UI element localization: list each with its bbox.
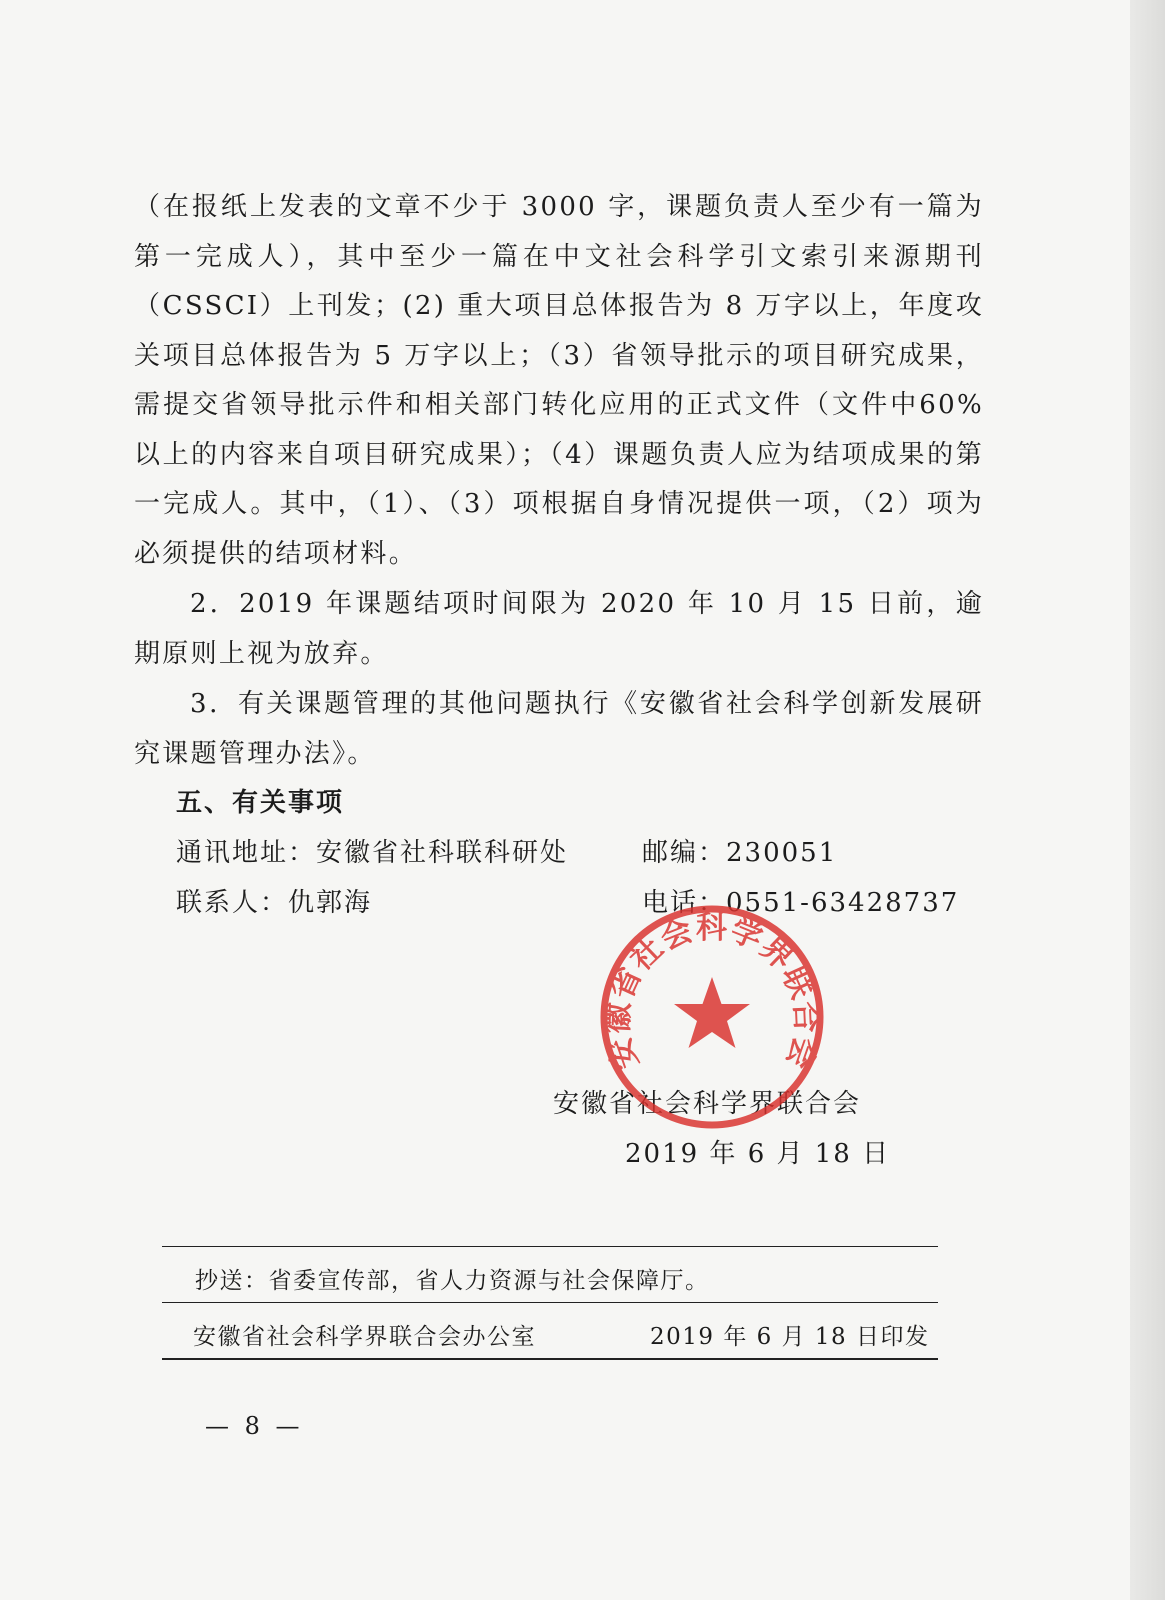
footer-rule-middle (162, 1302, 938, 1303)
issue-date: 2019 年 6 月 18 日 (625, 1139, 891, 1169)
cc-line: 抄送：省委宣传部，省人力资源与社会保障厅。 (195, 1268, 710, 1294)
print-date: 2019 年 6 月 18 日印发 (650, 1324, 930, 1350)
footer-rule-top (162, 1246, 938, 1247)
body-paragraph-1: （在报纸上发表的文章不少于 3000 字，课题负责人至少有一篇为第一完成人），其中至少一篇在中文社会科学引文索引来源期刊（CSSCI）上刊发；(2) 重大项目总体报告为 8 万字以上，年度攻关项目总体报告为 5 万字以上；（3）省领导批示的项目研究成果，需提交省领导批示件和相关部门转化应用的正式文件（文件中60%以上的内容来自项目研究成果）；（4）课题负责人应为结项成果的第一完成人。其中，（1）、（3）项根据自身情况提供一项，（2）项为必须提供的结项材料。 (134, 192, 984, 569)
body-paragraph-2: 2．2019 年课题结项时间限为 2020 年 10 月 15 日前，逾期原则上视为放弃。 (134, 589, 984, 669)
seal-text: 安徽省社会科学界联合会 (599, 909, 825, 1074)
official-seal (598, 903, 826, 1131)
issuing-office: 安徽省社会科学界联合会办公室 (193, 1324, 536, 1350)
postcode: 邮编：230051 (642, 838, 838, 868)
phone-number: 电话：0551-63428737 (642, 888, 960, 918)
seal-star-icon (674, 977, 750, 1048)
page-edge-shadow (1130, 0, 1165, 1600)
issuer-signature: 安徽省社会科学界联合会 (553, 1089, 862, 1119)
page-number: — 8 — (205, 1412, 304, 1440)
contact-person: 联系人：仇郭海 (176, 888, 373, 918)
footer-rule-bottom (162, 1358, 938, 1360)
body-paragraph-3: 3．有关课题管理的其他问题执行《安徽省社会科学创新发展研究课题管理办法》。 (134, 689, 984, 769)
mailing-address: 通讯地址：安徽省社科联科研处 (176, 838, 569, 868)
section-heading: 五、有关事项 (176, 788, 345, 818)
